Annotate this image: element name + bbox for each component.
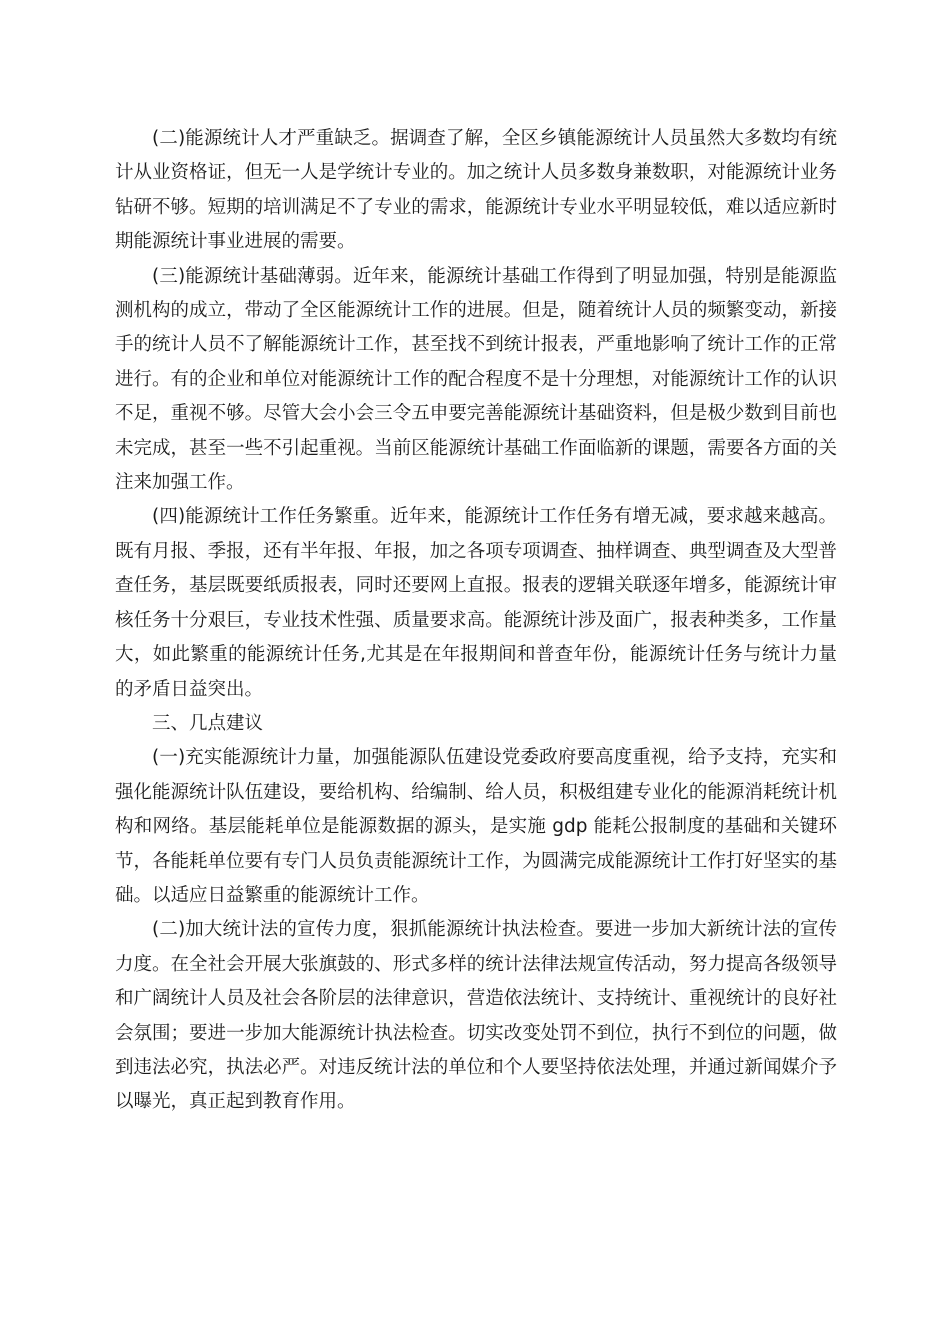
document-body [115,122,837,1120]
paragraph-weak-foundation: (三)能源统计基础薄弱。近年来，能源统计基础工作得到了明显加强，特别是能源监测机构的成立，带动了全区能源统计工作的进展。但是，随着统计人员的频繁变动，新接手的统计人员不了解能源统计工作，甚至找不到统计报表，严重地影响了统计工作的正常进行。有的企业和单位对能源统计工作的配合程度不是十分理想，对能源统计工作的认识不足，重视不够。尽管大会小会三令五申要完善能源统计基础资料，但是极少数到目前也未完成，甚至一些不引起重视。当前区能源统计基础工作面临新的课题，需要各方面的关注来加强工作。 [115,265,837,494]
section-heading-suggestions: 三、几点建议 [152,712,264,734]
paragraph-heavy-workload: (四)能源统计工作任务繁重。近年来，能源统计工作任务有增无减，要求越来越高。既有月报、季报，还有半年报、年报，加之各项专项调查、抽样调查、典型调查及大型普查任务，基层既要纸质报表，同时还要网上直报。报表的逻辑关联逐年增多，能源统计审核任务十分艰巨，专业技术性强、质量要求高。能源统计涉及面广，报表种类多，工作量大，如此繁重的能源统计任务,尤其是在年报期间和普查年份，能源统计任务与统计力量的矛盾日益突出。 [115,506,837,700]
paragraph-talent-shortage: (二)能源统计人才严重缺乏。据调查了解，全区乡镇能源统计人员虽然大多数均有统计从业资格证，但无一人是学统计专业的。加之统计人员多数身兼数职，对能源统计业务钻研不够。短期的培训满足不了专业的需求，能源统计专业水平明显较低，难以适应新时期能源统计事业进展的需要。 [115,128,837,253]
paragraph-suggestion-staffing: (一)充实能源统计力量，加强能源队伍建设党委政府要高度重视，给予支持，充实和强化能源统计队伍建设，要给机构、给编制、给人员，积极组建专业化的能源消耗统计机构和网络。基层能耗单位是能源数据的源头，是实施 gdp 能耗公报制度的基础和关键环节，各能耗单位要有专门人员负责能源统计工作，为圆满完成能源统计工作打好坚实的基础。以适应日益繁重的能源统计工作。 [115,747,837,906]
paragraph-suggestion-law-enforcement: (二)加大统计法的宣传力度，狠抓能源统计执法检查。要进一步加大新统计法的宣传力度。在全社会开展大张旗鼓的、形式多样的统计法律法规宣传活动，努力提高各级领导和广阔统计人员及社会各阶层的法律意识，营造依法统计、支持统计、重视统计的良好社会氛围；要进一步加大能源统计执法检查。切实改变处罚不到位，执行不到位的问题，做到违法必究，执法必严。对违反统计法的单位和个人要坚持依法处理，并通过新闻媒介予以曝光，真正起到教育作用。 [115,919,837,1113]
